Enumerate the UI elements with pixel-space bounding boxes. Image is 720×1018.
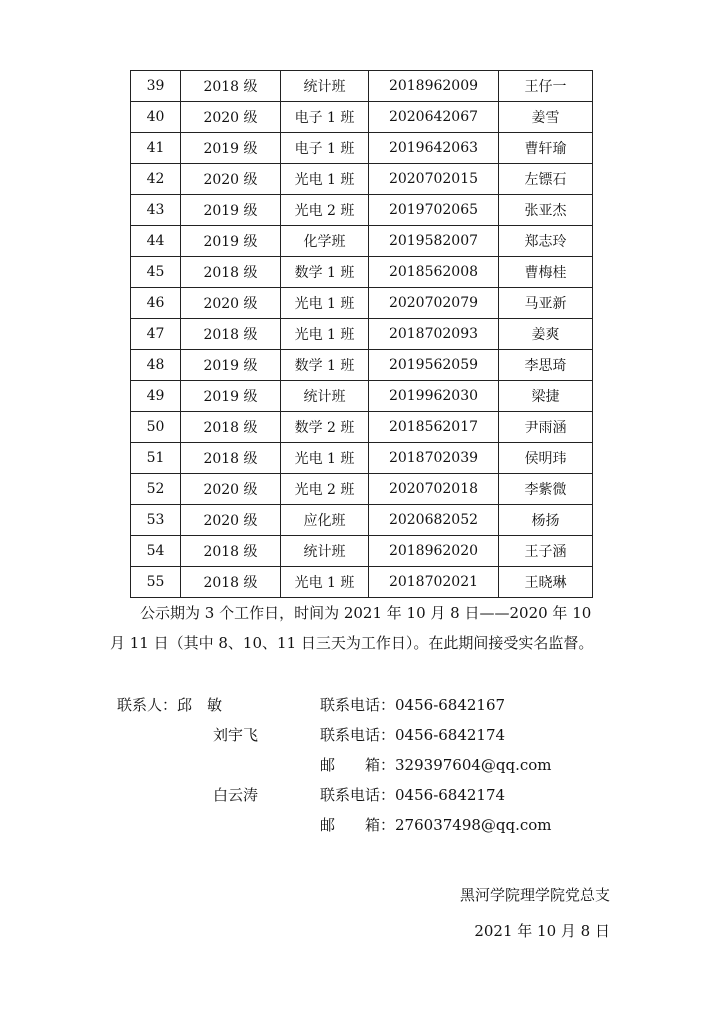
class-cell: 化学班 xyxy=(281,226,369,257)
grade-cell: 2018 级 xyxy=(181,412,281,443)
student-name-cell: 张亚杰 xyxy=(499,195,593,226)
table-row xyxy=(131,226,593,257)
row-number: 42 xyxy=(131,164,181,195)
contact-phone-row-1 xyxy=(320,695,505,715)
table-row xyxy=(131,195,593,226)
table-row xyxy=(131,350,593,381)
row-number: 46 xyxy=(131,288,181,319)
student-name-cell: 李思琦 xyxy=(499,350,593,381)
class-cell: 光电 1 班 xyxy=(281,164,369,195)
grade-cell: 2020 级 xyxy=(181,505,281,536)
student-id-cell: 2019582007 xyxy=(369,226,499,257)
roster-table-body xyxy=(131,71,593,598)
grade-cell: 2018 级 xyxy=(181,536,281,567)
row-number: 54 xyxy=(131,536,181,567)
student-name-cell: 曹轩瑜 xyxy=(499,133,593,164)
student-name-cell: 梁捷 xyxy=(499,381,593,412)
row-number: 49 xyxy=(131,381,181,412)
email-label: 邮 箱： xyxy=(320,816,396,834)
class-cell: 光电 1 班 xyxy=(281,567,369,598)
student-id-cell: 2019702065 xyxy=(369,195,499,226)
student-name-cell: 曹梅桂 xyxy=(499,257,593,288)
contact-email-row-2 xyxy=(320,755,552,775)
contact-label xyxy=(117,695,222,715)
contact-name-3: 白云涛 xyxy=(213,786,259,804)
row-number: 40 xyxy=(131,102,181,133)
row-number: 55 xyxy=(131,567,181,598)
grade-cell: 2018 级 xyxy=(181,567,281,598)
student-id-cell: 2018702021 xyxy=(369,567,499,598)
grade-cell: 2020 级 xyxy=(181,474,281,505)
row-number: 43 xyxy=(131,195,181,226)
table-row xyxy=(131,474,593,505)
roster-table xyxy=(130,70,593,598)
student-name-cell: 侯明玮 xyxy=(499,443,593,474)
grade-cell: 2019 级 xyxy=(181,381,281,412)
student-id-cell: 2020702018 xyxy=(369,474,499,505)
grade-cell: 2020 级 xyxy=(181,164,281,195)
student-name-cell: 李紫微 xyxy=(499,474,593,505)
student-id-cell: 2018702093 xyxy=(369,319,499,350)
table-row xyxy=(131,381,593,412)
grade-cell: 2018 级 xyxy=(181,257,281,288)
phone-label: 联系电话： xyxy=(320,696,396,714)
row-number: 44 xyxy=(131,226,181,257)
row-number: 51 xyxy=(131,443,181,474)
grade-cell: 2020 级 xyxy=(181,102,281,133)
student-id-cell: 2020702079 xyxy=(369,288,499,319)
table-row xyxy=(131,505,593,536)
table-row xyxy=(131,288,593,319)
class-cell: 数学 1 班 xyxy=(281,257,369,288)
table-row xyxy=(131,133,593,164)
grade-cell: 2019 级 xyxy=(181,195,281,226)
student-id-cell: 2019642063 xyxy=(369,133,499,164)
contact-phone-2: 0456-6842174 xyxy=(395,726,506,744)
student-id-cell: 2020702015 xyxy=(369,164,499,195)
contact-phone-row-2 xyxy=(320,725,505,745)
student-name-cell: 王晓琳 xyxy=(499,567,593,598)
table-row xyxy=(131,102,593,133)
class-cell: 光电 2 班 xyxy=(281,195,369,226)
table-row xyxy=(131,443,593,474)
table-row xyxy=(131,257,593,288)
signature-date: 2021 年 10 月 8 日 xyxy=(474,922,610,940)
email-label: 邮 箱： xyxy=(320,756,396,774)
class-cell: 电子 1 班 xyxy=(281,102,369,133)
grade-cell: 2018 级 xyxy=(181,71,281,102)
grade-cell: 2019 级 xyxy=(181,226,281,257)
student-name-cell: 王子涵 xyxy=(499,536,593,567)
grade-cell: 2018 级 xyxy=(181,319,281,350)
student-name-cell: 姜雪 xyxy=(499,102,593,133)
grade-cell: 2020 级 xyxy=(181,288,281,319)
class-cell: 光电 1 班 xyxy=(281,443,369,474)
student-name-cell: 杨扬 xyxy=(499,505,593,536)
table-row xyxy=(131,536,593,567)
class-cell: 光电 1 班 xyxy=(281,288,369,319)
contact-phone-row-3 xyxy=(320,785,505,805)
class-cell: 统计班 xyxy=(281,71,369,102)
contact-email-row-3 xyxy=(320,815,552,835)
student-id-cell: 2018702039 xyxy=(369,443,499,474)
grade-cell: 2018 级 xyxy=(181,443,281,474)
contact-email-3: 276037498@qq.com xyxy=(395,816,552,834)
table-row xyxy=(131,412,593,443)
student-id-cell: 2018562017 xyxy=(369,412,499,443)
row-number: 39 xyxy=(131,71,181,102)
contact-email-2: 329397604@qq.com xyxy=(395,756,552,774)
contact-name-1: 邱 敏 xyxy=(177,696,223,714)
student-id-cell: 2020682052 xyxy=(369,505,499,536)
student-name-cell: 马亚新 xyxy=(499,288,593,319)
class-cell: 光电 1 班 xyxy=(281,319,369,350)
student-id-cell: 2020642067 xyxy=(369,102,499,133)
student-id-cell: 2019562059 xyxy=(369,350,499,381)
table-row xyxy=(131,164,593,195)
student-name-cell: 王仔一 xyxy=(499,71,593,102)
row-number: 50 xyxy=(131,412,181,443)
class-cell: 统计班 xyxy=(281,536,369,567)
contact-label-text: 联系人： xyxy=(117,696,178,714)
class-cell: 电子 1 班 xyxy=(281,133,369,164)
grade-cell: 2019 级 xyxy=(181,350,281,381)
student-name-cell: 尹雨涵 xyxy=(499,412,593,443)
student-id-cell: 2018962020 xyxy=(369,536,499,567)
row-number: 45 xyxy=(131,257,181,288)
class-cell: 数学 2 班 xyxy=(281,412,369,443)
student-name-cell: 左镖石 xyxy=(499,164,593,195)
row-number: 41 xyxy=(131,133,181,164)
row-number: 52 xyxy=(131,474,181,505)
phone-label: 联系电话： xyxy=(320,786,396,804)
row-number: 48 xyxy=(131,350,181,381)
row-number: 47 xyxy=(131,319,181,350)
table-row xyxy=(131,567,593,598)
organization-signature: 黑河学院理学院党总支 xyxy=(459,886,610,904)
class-cell: 应化班 xyxy=(281,505,369,536)
row-number: 53 xyxy=(131,505,181,536)
table-row xyxy=(131,71,593,102)
class-cell: 统计班 xyxy=(281,381,369,412)
student-id-cell: 2018962009 xyxy=(369,71,499,102)
grade-cell: 2019 级 xyxy=(181,133,281,164)
class-cell: 数学 1 班 xyxy=(281,350,369,381)
contact-name-2: 刘宇飞 xyxy=(213,726,259,744)
phone-label: 联系电话： xyxy=(320,726,396,744)
student-name-cell: 姜爽 xyxy=(499,319,593,350)
class-cell: 光电 2 班 xyxy=(281,474,369,505)
student-name-cell: 郑志玲 xyxy=(499,226,593,257)
student-id-cell: 2018562008 xyxy=(369,257,499,288)
contact-phone-1: 0456-6842167 xyxy=(395,696,506,714)
student-id-cell: 2019962030 xyxy=(369,381,499,412)
table-row xyxy=(131,319,593,350)
notice-paragraph: 公示期为 3 个工作日，时间为 2021 年 10 月 8 日——2020 年 10 月 11 日（其中 8、10、11 日三天为工作日）。在此期间接受实名监督。 xyxy=(110,604,594,652)
contact-phone-3: 0456-6842174 xyxy=(395,786,506,804)
